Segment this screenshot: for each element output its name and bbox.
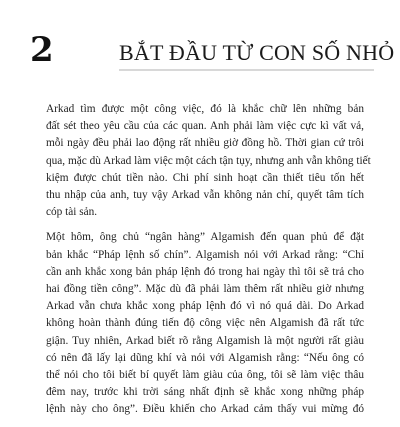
text-line: đêm nay, trước khi trời sáng nhất định sẽ khắc xong những pháp xyxy=(46,386,364,399)
text-line: qua, mặc dù Arkad làm việc một cách tận tụy, nhưng anh vẫn không tiết xyxy=(46,154,371,167)
text-line: cóp tài sản. xyxy=(46,206,98,219)
chapter-title-underline xyxy=(119,69,374,71)
chapter-title: BẮT ĐẦU TỪ CON SỐ NHỎ xyxy=(119,40,395,65)
paragraph-2 xyxy=(46,229,364,418)
paragraph-1 xyxy=(46,101,371,221)
chapter-header xyxy=(30,30,395,73)
text-line: có nên đã lấy lại dũng khí và nói với Algamish rằng: “Nếu ông có xyxy=(46,351,364,364)
text-line: lệnh này cho ông”. Điều khiến cho Arkad cảm thấy vui mừng đó xyxy=(46,403,364,416)
text-line: giận. Tuy nhiên, Arkad biết rõ rằng Algamish là một người rất giàu xyxy=(46,334,364,347)
text-line: cần anh khắc xong bản pháp lệnh đó trong hai ngày thì tôi sẽ trả cho xyxy=(46,265,364,278)
text-line: bản khắc “Pháp lệnh số chín”. Algamish nói với Arkad rằng: “Chỉ xyxy=(46,248,364,261)
body-text xyxy=(46,101,371,427)
text-line: Một hôm, ông chủ “ngân hàng” Algamish đến quan phủ để đặt xyxy=(46,231,364,244)
text-line: đất sét theo yêu cầu của các quan. Anh phải làm việc cực kì vất vả, xyxy=(46,120,364,133)
text-line: Arkad vẫn chưa khắc xong pháp lệnh đó vì nó quá dài. Do Arkad xyxy=(46,300,364,313)
text-line: hai đồng tiền công”. Mặc dù đã phải làm thêm rất nhiều giờ nhưng xyxy=(46,283,364,296)
text-line: thu nhập của anh, tuy vậy Arkad vẫn không nản chí, quyết tâm tích xyxy=(46,189,364,202)
text-line: kiệm được chút tiền nào. Chi phí sinh hoạt cần thiết tiêu tốn hết xyxy=(46,171,364,184)
text-line: mỗi ngày đều phải lao động rất nhiều giờ đồng hồ. Thời gian cứ trôi xyxy=(46,137,364,150)
chapter-number: 2 xyxy=(30,30,54,70)
text-line: Arkad tìm được một công việc, đó là khắc chữ lên những bản xyxy=(46,103,364,115)
text-line: không hoàn thành đúng tiến độ công việc nên Algamish đã rất tức xyxy=(46,317,364,330)
text-line: thể nói cho tôi biết bí quyết làm giàu của ông, tôi sẽ làm việc thâu xyxy=(46,369,364,382)
